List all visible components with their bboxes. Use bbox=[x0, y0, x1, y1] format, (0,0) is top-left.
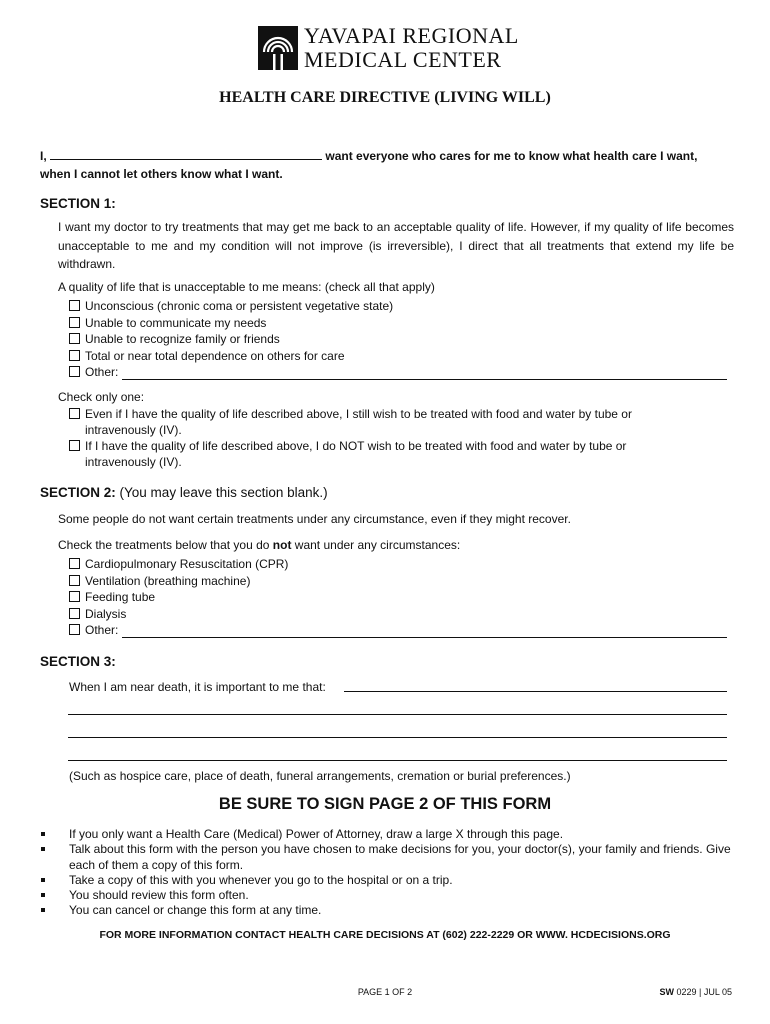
checkbox[interactable] bbox=[69, 608, 80, 619]
intro-prefix: I, bbox=[40, 149, 47, 163]
option-label: Unable to recognize family or friends bbox=[85, 332, 280, 346]
quality-of-life-options bbox=[69, 298, 729, 381]
checkbox[interactable] bbox=[69, 300, 80, 311]
page-number: PAGE 1 OF 2 bbox=[357, 987, 413, 997]
treatment-ventilation[interactable] bbox=[69, 573, 729, 590]
checkbox[interactable] bbox=[69, 366, 80, 377]
option-label: Ventilation (breathing machine) bbox=[85, 573, 251, 588]
section-1-paragraph: I want my doctor to try treatments that may get me back to an acceptable quality of life. However, if my quality of life becomes unacceptable to me and my condition will not improve (is irreversible), I direct that all treatments that extend my life be withdrawn. bbox=[58, 220, 734, 271]
choice-label-cont: intravenously (IV). bbox=[85, 454, 182, 469]
treatment-feeding-tube[interactable] bbox=[69, 589, 729, 606]
other-field-1[interactable] bbox=[122, 379, 727, 380]
checkbox[interactable] bbox=[69, 408, 80, 419]
checkbox[interactable] bbox=[69, 558, 80, 569]
section-1-heading: SECTION 1: bbox=[40, 196, 116, 211]
instruction-emphasis: not bbox=[272, 538, 292, 552]
form-code bbox=[659, 987, 732, 997]
intro-suffix: want everyone who cares for me to know what health care I want, bbox=[325, 149, 698, 163]
option-label: Unable to communicate my needs bbox=[85, 315, 267, 330]
option-dependence[interactable] bbox=[69, 348, 729, 365]
logo-line-1: YAVAPAI REGIONAL bbox=[304, 23, 519, 48]
name-field[interactable] bbox=[50, 159, 322, 160]
section-2-heading bbox=[40, 485, 328, 500]
section-3-heading: SECTION 3: bbox=[40, 654, 116, 669]
intro-line-2: when I cannot let others know what I want. bbox=[40, 167, 283, 181]
option-label: Dialysis bbox=[85, 606, 127, 621]
checkbox[interactable] bbox=[69, 624, 80, 635]
instruction-text: Check the treatments below that you do bbox=[58, 538, 273, 552]
option-label: Unconscious (chronic coma or persistent vegetative state) bbox=[85, 299, 394, 313]
food-water-choice-1[interactable] bbox=[69, 407, 729, 438]
list-item: If you only want a Health Care (Medical) Power of Attorney, draw a large X through this page. bbox=[40, 827, 740, 842]
treatment-cpr[interactable] bbox=[69, 556, 729, 573]
option-unconscious[interactable] bbox=[69, 298, 729, 315]
document-title: HEALTH CARE DIRECTIVE (LIVING WILL) bbox=[219, 89, 551, 106]
choice-label-cont: intravenously (IV). bbox=[85, 422, 182, 437]
section-3-prompt: When I am near death, it is important to me that: bbox=[69, 680, 326, 694]
section-2-label: SECTION 2: bbox=[40, 485, 116, 500]
list-item: You can cancel or change this form at any time. bbox=[40, 903, 740, 918]
logo-line-2: MEDICAL CENTER bbox=[304, 47, 502, 72]
section-2-paragraph: Some people do not want certain treatments under any circumstance, even if they might recover. bbox=[58, 512, 571, 526]
checkbox[interactable] bbox=[69, 591, 80, 602]
list-item: Talk about this form with the person you have chosen to make decisions for you, your doctor(s), your family and friends. Give each of them a copy of this form. bbox=[40, 842, 740, 873]
list-item: Take a copy of this with you whenever you go to the hospital or on a trip. bbox=[40, 873, 740, 888]
instructions-list bbox=[40, 827, 740, 919]
checkbox[interactable] bbox=[69, 333, 80, 344]
hospital-logo bbox=[258, 24, 528, 76]
form-code-rest: 0229 | JUL 05 bbox=[673, 987, 732, 997]
option-label: Cardiopulmonary Resuscitation (CPR) bbox=[85, 557, 289, 571]
other-field-2[interactable] bbox=[122, 637, 727, 638]
important-field-line-1[interactable] bbox=[344, 691, 727, 692]
checkbox[interactable] bbox=[69, 350, 80, 361]
intro-statement bbox=[40, 147, 735, 183]
important-field-line-4[interactable] bbox=[68, 760, 727, 761]
list-item: You should review this form often. bbox=[40, 888, 740, 903]
option-label: Total or near total dependence on others for care bbox=[85, 348, 345, 363]
option-label: Other: bbox=[85, 365, 119, 379]
checkbox[interactable] bbox=[69, 575, 80, 586]
check-only-one: Check only one: bbox=[58, 390, 145, 404]
form-code-prefix: SW bbox=[659, 987, 674, 997]
option-label: Feeding tube bbox=[85, 590, 156, 604]
section-3-note: (Such as hospice care, place of death, funeral arrangements, cremation or burial preferences.) bbox=[69, 769, 571, 783]
option-label: Other: bbox=[85, 623, 119, 637]
treatment-options bbox=[69, 556, 729, 639]
sign-notice: BE SURE TO SIGN PAGE 2 OF THIS FORM bbox=[218, 795, 552, 813]
choice-label: Even if I have the quality of life described above, I still wish to be treated with food and water by tube or bbox=[85, 407, 632, 421]
more-info-line: FOR MORE INFORMATION CONTACT HEALTH CARE DECISIONS AT (602) 222-2229 OR WWW. HCDECISIONS.ORG bbox=[99, 929, 671, 941]
treatment-dialysis[interactable] bbox=[69, 606, 729, 623]
important-field-line-2[interactable] bbox=[68, 714, 727, 715]
quality-of-life-intro: A quality of life that is unacceptable to me means: (check all that apply) bbox=[58, 280, 435, 294]
option-unable-communicate[interactable] bbox=[69, 315, 729, 332]
choice-label: If I have the quality of life described above, I do NOT wish to be treated with food and water by tube or bbox=[85, 439, 627, 453]
important-field-line-3[interactable] bbox=[68, 737, 727, 738]
sunrise-logo-icon bbox=[258, 26, 298, 70]
option-unable-recognize[interactable] bbox=[69, 331, 729, 348]
instruction-text: want under any circumstances: bbox=[291, 538, 461, 552]
checkbox[interactable] bbox=[69, 440, 80, 451]
checkbox[interactable] bbox=[69, 317, 80, 328]
section-2-check-instruction bbox=[58, 536, 460, 555]
food-water-choice-2[interactable] bbox=[69, 439, 729, 470]
section-2-note: (You may leave this section blank.) bbox=[119, 485, 328, 500]
